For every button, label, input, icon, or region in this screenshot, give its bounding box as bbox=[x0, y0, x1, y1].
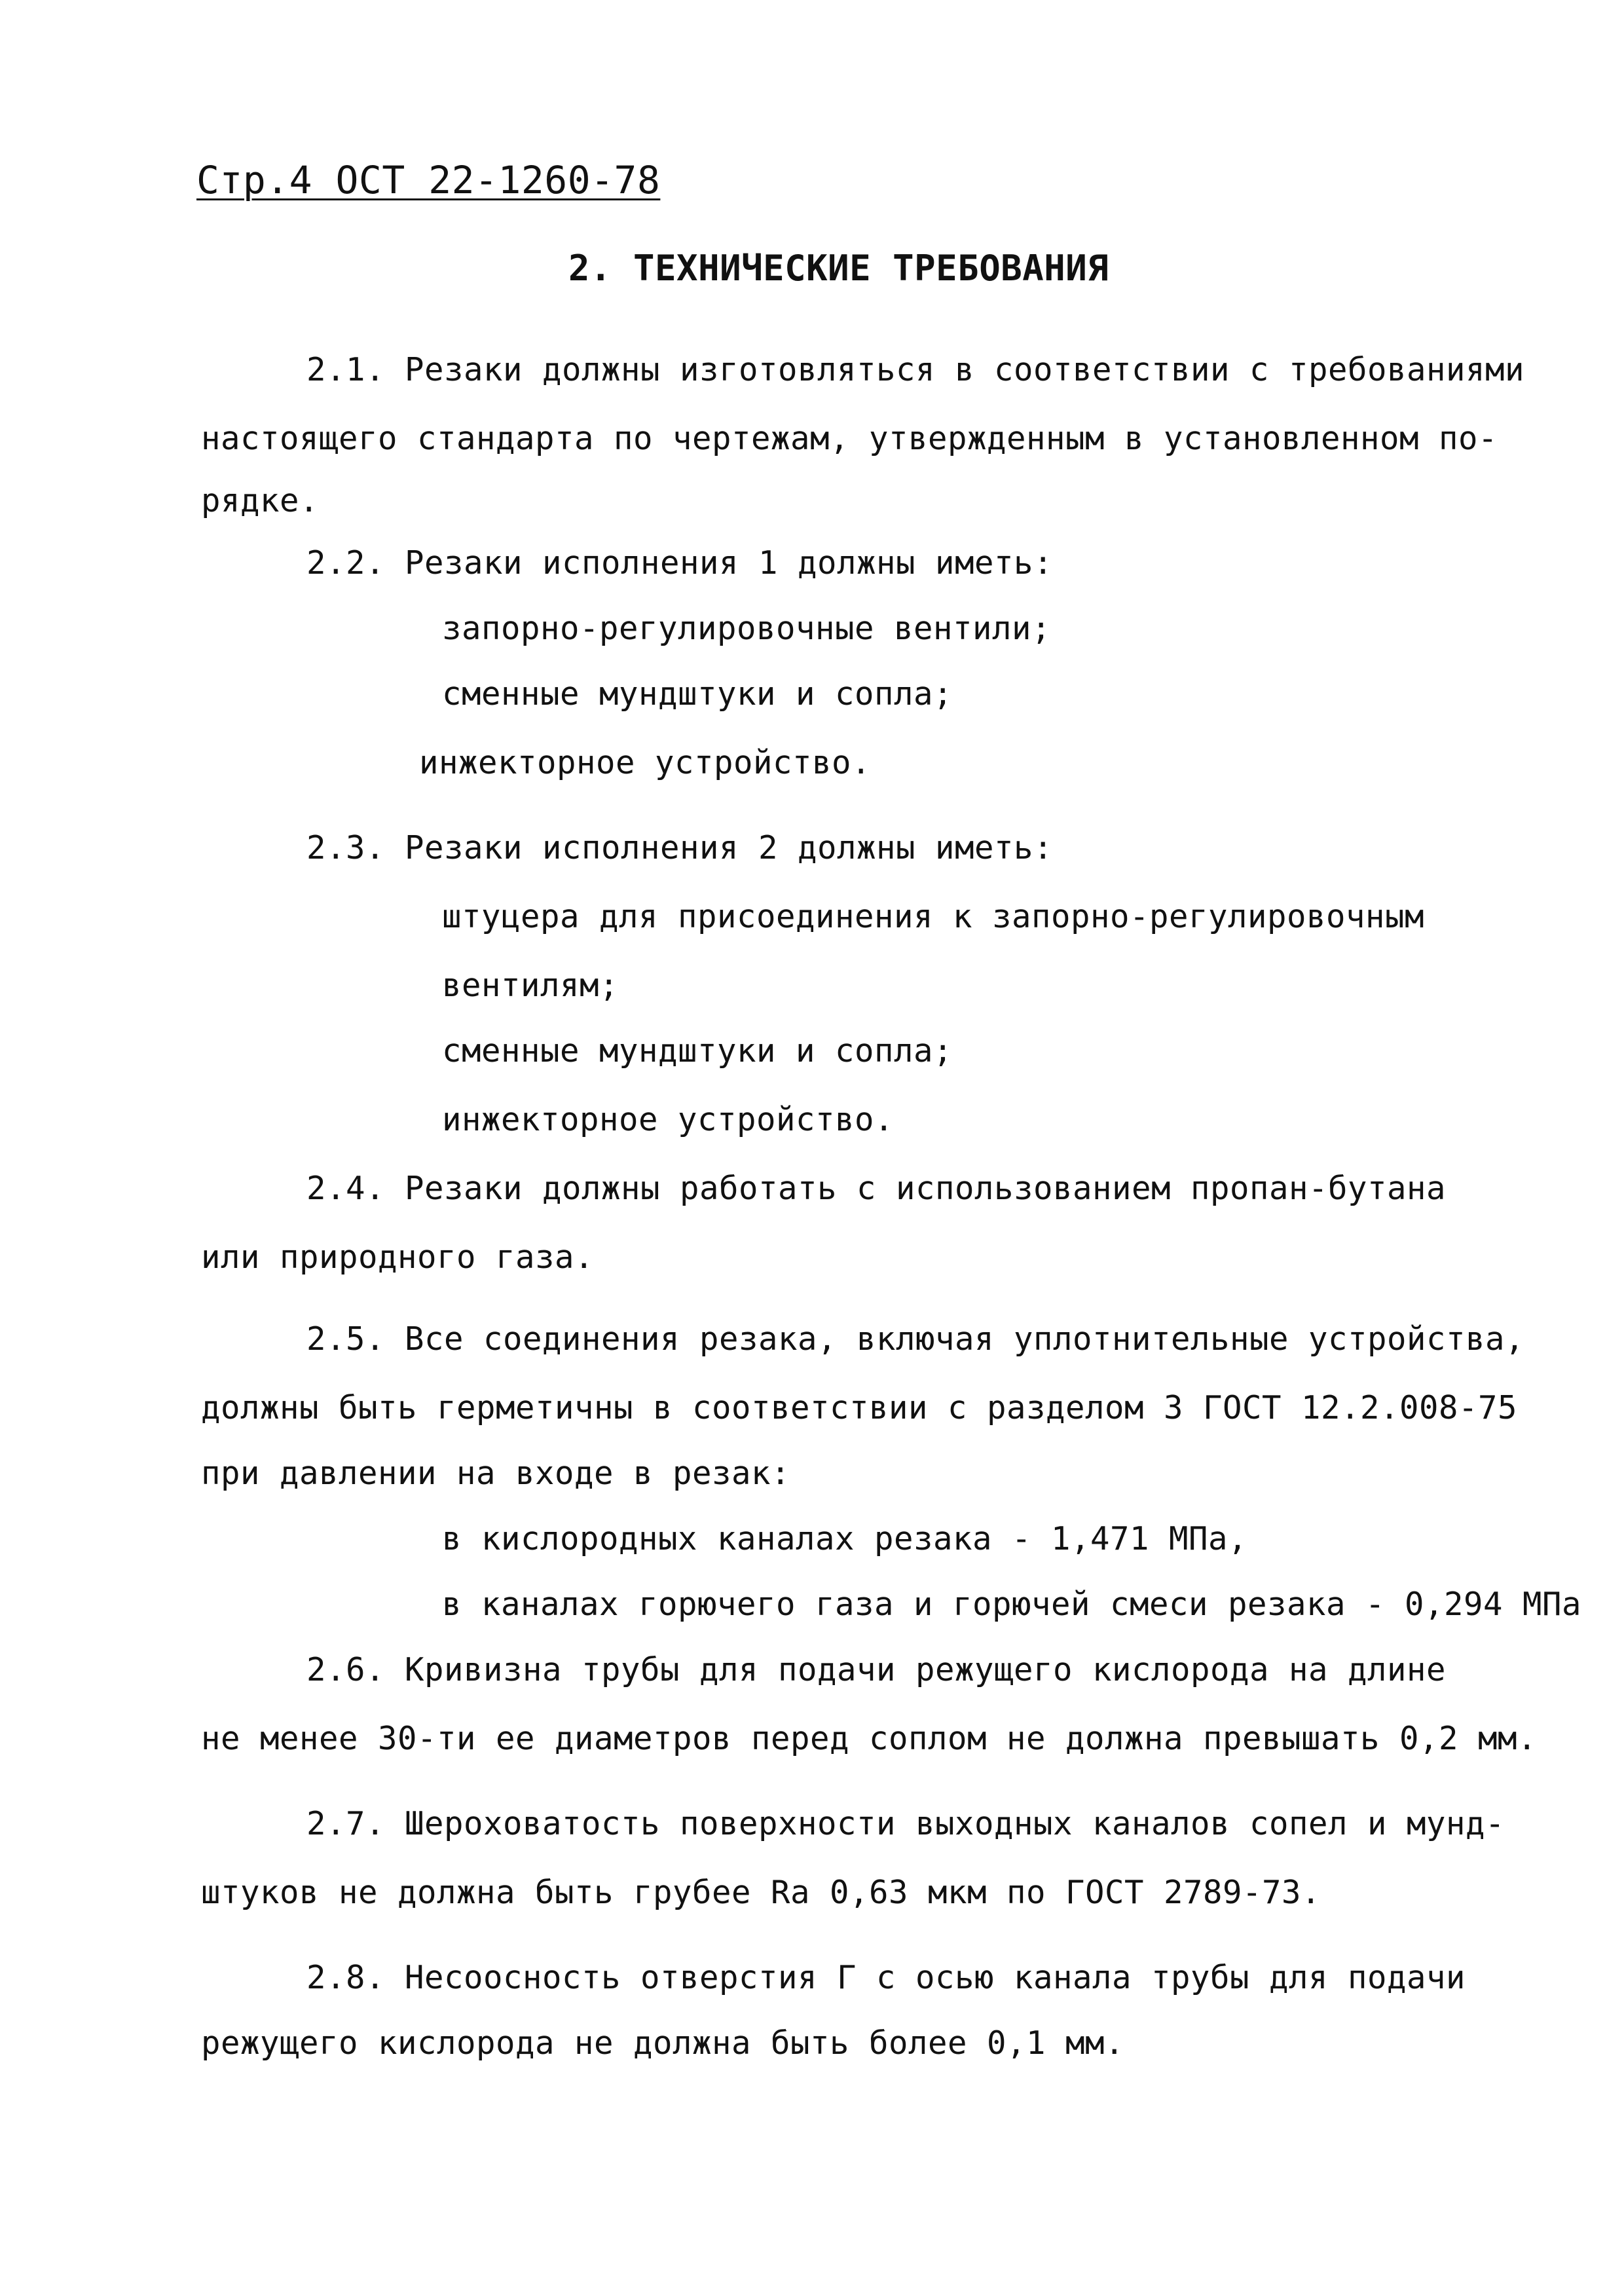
text-line: сменные мундштуки и сопла; bbox=[442, 1032, 953, 1070]
section-title: 2. ТЕХНИЧЕСКИЕ ТРЕБОВАНИЯ bbox=[568, 248, 1109, 289]
text-line: в кислородных каналах резака - 1,471 МПа, bbox=[442, 1520, 1248, 1557]
text-line: 2.7. Шероховатость поверхности выходных каналов сопел и мунд- bbox=[306, 1805, 1505, 1842]
text-line: 2.8. Несоосность отверстия Г с осью канала трубы для подачи bbox=[306, 1959, 1466, 1996]
text-line: 2.4. Резаки должны работать с использованием пропан-бутана bbox=[306, 1170, 1447, 1207]
text-line: 2.2. Резаки исполнения 1 должны иметь: bbox=[306, 544, 1054, 582]
text-line: настоящего стандарта по чертежам, утвержденным в установленном по- bbox=[201, 420, 1498, 457]
text-line: сменные мундштуки и сопла; bbox=[442, 675, 953, 713]
text-line: не менее 30-ти ее диаметров перед соплом не должна превышать 0,2 мм. bbox=[201, 1720, 1538, 1757]
text-line: рядке. bbox=[201, 482, 320, 519]
text-line: или природного газа. bbox=[201, 1238, 595, 1276]
text-line: инжекторное устройство. bbox=[442, 1101, 895, 1138]
text-line: 2.6. Кривизна трубы для подачи режущего кислорода на длине bbox=[306, 1651, 1447, 1688]
text-line: в каналах горючего газа и горючей смеси резака - 0,294 МПа bbox=[442, 1586, 1582, 1623]
page-header: Стр.4 ОСТ 22-1260-78 bbox=[196, 158, 661, 202]
text-line: штуков не должна быть грубее Ra 0,63 мкм по ГОСТ 2789-73. bbox=[201, 1874, 1321, 1911]
text-line: вентилям; bbox=[442, 967, 619, 1004]
text-line: должны быть герметичны в соответствии с разделом 3 ГОСТ 12.2.008-75 bbox=[201, 1389, 1518, 1426]
text-line: инжекторное устройство. bbox=[419, 744, 872, 781]
text-line: 2.5. Все соединения резака, включая уплотнительные устройства, bbox=[306, 1320, 1525, 1358]
text-line: 2.3. Резаки исполнения 2 должны иметь: bbox=[306, 829, 1054, 866]
text-line: при давлении на входе в резак: bbox=[201, 1455, 791, 1492]
text-line: 2.1. Резаки должны изготовляться в соответствии с требованиями bbox=[306, 351, 1525, 388]
text-line: режущего кислорода не должна быть более 0,1 мм. bbox=[201, 2024, 1125, 2062]
text-line: запорно-регулировочные вентили; bbox=[442, 610, 1052, 647]
text-line: штуцера для присоединения к запорно-регулировочным bbox=[442, 898, 1425, 935]
